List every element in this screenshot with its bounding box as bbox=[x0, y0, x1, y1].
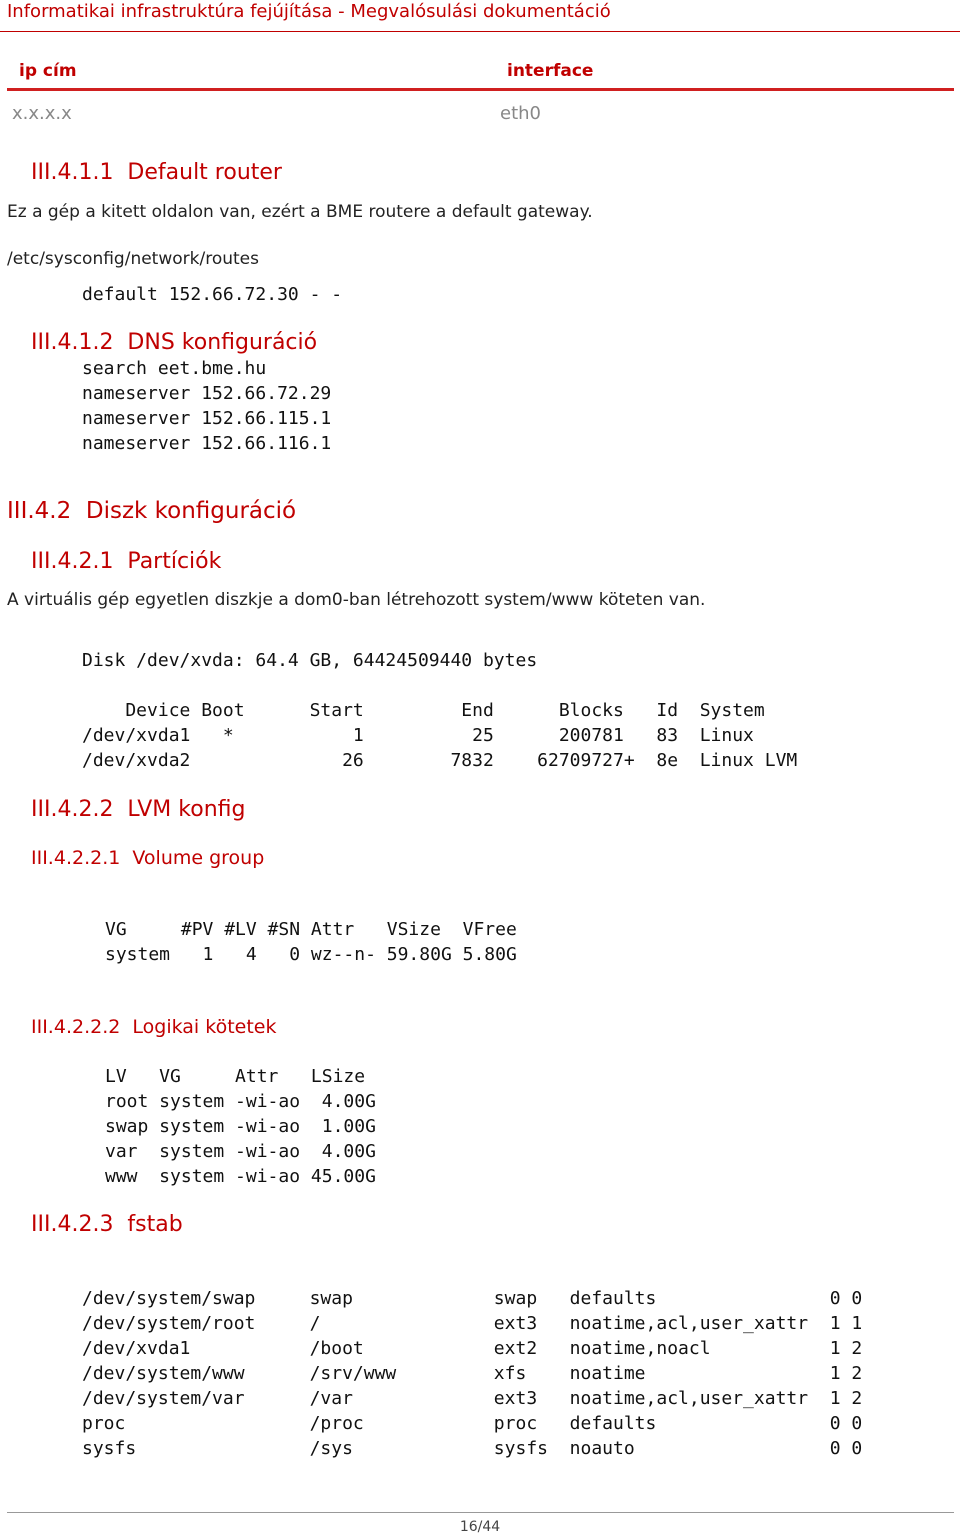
footer-divider bbox=[7, 1512, 954, 1513]
table-cell-interface: eth0 bbox=[500, 103, 541, 124]
table-header-ip: ip cím bbox=[19, 61, 77, 81]
code-line: /dev/system/swap swap swap defaults 0 0 bbox=[82, 1288, 863, 1309]
code-line: nameserver 152.66.116.1 bbox=[82, 433, 332, 454]
code-line: nameserver 152.66.115.1 bbox=[82, 408, 332, 429]
code-line: swap system -wi-ao 1.00G bbox=[105, 1116, 376, 1137]
code-line: proc /proc proc defaults 0 0 bbox=[82, 1413, 863, 1434]
code-line: sysfs /sys sysfs noauto 0 0 bbox=[82, 1438, 863, 1459]
code-line: Device Boot Start End Blocks Id System bbox=[82, 700, 765, 721]
table-header-interface: interface bbox=[507, 61, 594, 81]
table-header-rule bbox=[7, 88, 954, 91]
config-path: /etc/sysconfig/network/routes bbox=[7, 249, 259, 269]
code-line: /dev/xvda2 26 7832 62709727+ 8e Linux LVM bbox=[82, 750, 798, 771]
heading-logical-volumes: III.4.2.2.2 Logikai kötetek bbox=[31, 1016, 277, 1038]
header-divider bbox=[0, 31, 960, 32]
code-line: VG #PV #LV #SN Attr VSize VFree bbox=[105, 919, 517, 940]
code-line: var system -wi-ao 4.00G bbox=[105, 1141, 376, 1162]
paragraph-default-router: Ez a gép a kitett oldalon van, ezért a BME routere a default gateway. bbox=[7, 202, 593, 222]
heading-dns: III.4.1.2 DNS konfiguráció bbox=[31, 330, 318, 355]
code-line: /dev/system/root / ext3 noatime,acl,user_xattr 1 1 bbox=[82, 1313, 863, 1334]
page-number: 16/44 bbox=[459, 1519, 501, 1535]
code-line: /dev/system/var /var ext3 noatime,acl,user_xattr 1 2 bbox=[82, 1388, 863, 1409]
code-line: /dev/xvda1 * 1 25 200781 83 Linux bbox=[82, 725, 754, 746]
heading-fstab: III.4.2.3 fstab bbox=[31, 1212, 183, 1237]
heading-default-router: III.4.1.1 Default router bbox=[31, 160, 282, 185]
heading-lvm: III.4.2.2 LVM konfig bbox=[31, 797, 246, 822]
heading-disk: III.4.2 Diszk konfiguráció bbox=[7, 498, 297, 524]
heading-volume-group: III.4.2.2.1 Volume group bbox=[31, 847, 265, 869]
code-line: /dev/xvda1 /boot ext2 noatime,noacl 1 2 bbox=[82, 1338, 863, 1359]
document-header-title: Informatikai infrastruktúra fejújítása - Megvalósulási dokumentáció bbox=[7, 1, 611, 22]
code-line: www system -wi-ao 45.00G bbox=[105, 1166, 376, 1187]
code-line: nameserver 152.66.72.29 bbox=[82, 383, 332, 404]
code-route: default 152.66.72.30 - - bbox=[82, 284, 343, 305]
code-line: search eet.bme.hu bbox=[82, 358, 267, 379]
code-line: LV VG Attr LSize bbox=[105, 1066, 366, 1087]
heading-partitions: III.4.2.1 Partíciók bbox=[31, 549, 222, 574]
table-cell-ip: x.x.x.x bbox=[12, 103, 72, 124]
code-line: system 1 4 0 wz--n- 59.80G 5.80G bbox=[105, 944, 517, 965]
code-line: root system -wi-ao 4.00G bbox=[105, 1091, 376, 1112]
code-line: /dev/system/www /srv/www xfs noatime 1 2 bbox=[82, 1363, 863, 1384]
paragraph-partitions: A virtuális gép egyetlen diszkje a dom0-ban létrehozott system/www köteten van. bbox=[7, 590, 706, 610]
code-disk-line: Disk /dev/xvda: 64.4 GB, 64424509440 bytes bbox=[82, 650, 538, 671]
